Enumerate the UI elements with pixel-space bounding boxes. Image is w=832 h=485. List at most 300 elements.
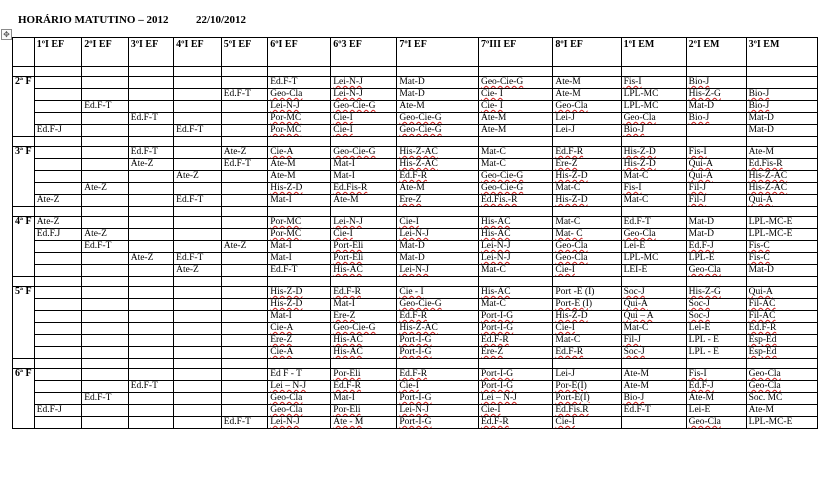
schedule-cell[interactable] (478, 369, 552, 381)
empty-cell[interactable] (553, 277, 621, 287)
schedule-cell[interactable] (397, 147, 479, 159)
schedule-cell[interactable] (686, 347, 746, 359)
schedule-cell[interactable] (686, 311, 746, 323)
schedule-cell[interactable] (621, 89, 686, 101)
schedule-cell[interactable] (331, 417, 397, 429)
schedule-cell[interactable] (82, 195, 129, 207)
schedule-cell[interactable] (268, 311, 331, 323)
schedule-cell[interactable] (268, 253, 331, 265)
empty-cell[interactable] (13, 277, 35, 287)
empty-cell[interactable] (621, 359, 686, 369)
schedule-cell[interactable] (686, 287, 746, 299)
empty-cell[interactable] (174, 137, 222, 147)
schedule-cell[interactable] (621, 393, 686, 405)
schedule-cell[interactable] (82, 299, 129, 311)
schedule-cell[interactable] (268, 265, 331, 277)
schedule-cell[interactable] (478, 217, 552, 229)
schedule-cell[interactable] (621, 287, 686, 299)
schedule-cell[interactable] (478, 347, 552, 359)
schedule-cell[interactable] (34, 89, 82, 101)
schedule-cell[interactable] (34, 195, 82, 207)
schedule-cell[interactable] (331, 381, 397, 393)
schedule-cell[interactable] (478, 195, 552, 207)
schedule-cell[interactable] (478, 253, 552, 265)
schedule-cell[interactable] (221, 323, 268, 335)
schedule-cell[interactable] (686, 77, 746, 89)
schedule-cell[interactable] (478, 125, 552, 137)
schedule-cell[interactable] (128, 299, 173, 311)
schedule-cell[interactable] (82, 101, 129, 113)
schedule-cell[interactable] (128, 287, 173, 299)
schedule-cell[interactable] (82, 347, 129, 359)
schedule-cell[interactable] (268, 241, 331, 253)
schedule-cell[interactable] (686, 101, 746, 113)
schedule-cell[interactable] (331, 287, 397, 299)
schedule-cell[interactable] (174, 393, 222, 405)
schedule-cell[interactable] (34, 253, 82, 265)
empty-cell[interactable] (221, 277, 268, 287)
empty-cell[interactable] (221, 207, 268, 217)
empty-cell[interactable] (397, 277, 479, 287)
schedule-cell[interactable] (331, 265, 397, 277)
schedule-cell[interactable] (128, 393, 173, 405)
schedule-cell[interactable] (478, 183, 552, 195)
empty-cell[interactable] (34, 277, 82, 287)
schedule-cell[interactable] (128, 217, 173, 229)
schedule-cell[interactable] (174, 287, 222, 299)
schedule-cell[interactable] (621, 195, 686, 207)
schedule-cell[interactable] (34, 287, 82, 299)
schedule-cell[interactable] (553, 311, 621, 323)
schedule-cell[interactable] (746, 77, 817, 89)
schedule-cell[interactable] (128, 147, 173, 159)
empty-cell[interactable] (82, 277, 129, 287)
schedule-cell[interactable] (621, 159, 686, 171)
empty-cell[interactable] (553, 207, 621, 217)
schedule-cell[interactable] (478, 241, 552, 253)
schedule-cell[interactable] (174, 229, 222, 241)
schedule-cell[interactable] (82, 253, 129, 265)
schedule-cell[interactable] (128, 171, 173, 183)
empty-cell[interactable] (478, 137, 552, 147)
schedule-cell[interactable] (686, 323, 746, 335)
schedule-cell[interactable] (268, 405, 331, 417)
schedule-cell[interactable] (268, 347, 331, 359)
schedule-cell[interactable] (34, 171, 82, 183)
schedule-cell[interactable] (82, 159, 129, 171)
schedule-cell[interactable] (268, 217, 331, 229)
schedule-cell[interactable] (621, 253, 686, 265)
empty-cell[interactable] (268, 359, 331, 369)
schedule-cell[interactable] (331, 241, 397, 253)
schedule-cell[interactable] (478, 265, 552, 277)
schedule-cell[interactable] (82, 77, 129, 89)
schedule-cell[interactable] (34, 335, 82, 347)
empty-cell[interactable] (82, 137, 129, 147)
empty-cell[interactable] (34, 137, 82, 147)
schedule-cell[interactable] (82, 89, 129, 101)
empty-cell[interactable] (746, 137, 817, 147)
schedule-cell[interactable] (621, 299, 686, 311)
schedule-cell[interactable] (34, 369, 82, 381)
schedule-cell[interactable] (221, 101, 268, 113)
schedule-cell[interactable] (553, 229, 621, 241)
schedule-cell[interactable] (331, 229, 397, 241)
schedule-cell[interactable] (128, 195, 173, 207)
schedule-cell[interactable] (686, 393, 746, 405)
empty-cell[interactable] (553, 359, 621, 369)
schedule-cell[interactable] (478, 405, 552, 417)
empty-cell[interactable] (746, 359, 817, 369)
empty-cell[interactable] (221, 67, 268, 77)
schedule-cell[interactable] (174, 171, 222, 183)
schedule-cell[interactable] (686, 159, 746, 171)
empty-cell[interactable] (746, 277, 817, 287)
empty-cell[interactable] (331, 67, 397, 77)
schedule-cell[interactable] (82, 381, 129, 393)
schedule-cell[interactable] (686, 229, 746, 241)
schedule-cell[interactable] (331, 299, 397, 311)
schedule-cell[interactable] (128, 265, 173, 277)
schedule-cell[interactable] (128, 89, 173, 101)
schedule-cell[interactable] (746, 405, 817, 417)
schedule-cell[interactable] (397, 77, 479, 89)
schedule-cell[interactable] (174, 323, 222, 335)
schedule-cell[interactable] (331, 323, 397, 335)
schedule-cell[interactable] (478, 229, 552, 241)
schedule-cell[interactable] (746, 159, 817, 171)
schedule-cell[interactable] (621, 125, 686, 137)
schedule-cell[interactable] (128, 229, 173, 241)
schedule-cell[interactable] (34, 77, 82, 89)
empty-cell[interactable] (397, 137, 479, 147)
schedule-cell[interactable] (331, 101, 397, 113)
schedule-cell[interactable] (686, 113, 746, 125)
empty-cell[interactable] (128, 67, 173, 77)
empty-cell[interactable] (686, 67, 746, 77)
schedule-cell[interactable] (174, 183, 222, 195)
schedule-cell[interactable] (478, 287, 552, 299)
empty-cell[interactable] (478, 359, 552, 369)
schedule-cell[interactable] (221, 265, 268, 277)
schedule-cell[interactable] (331, 171, 397, 183)
schedule-cell[interactable] (82, 265, 129, 277)
empty-cell[interactable] (686, 137, 746, 147)
schedule-cell[interactable] (397, 217, 479, 229)
empty-cell[interactable] (128, 207, 173, 217)
schedule-cell[interactable] (82, 229, 129, 241)
schedule-cell[interactable] (174, 89, 222, 101)
empty-cell[interactable] (128, 359, 173, 369)
schedule-cell[interactable] (128, 183, 173, 195)
schedule-cell[interactable] (268, 171, 331, 183)
schedule-cell[interactable] (82, 311, 129, 323)
schedule-cell[interactable] (686, 195, 746, 207)
schedule-cell[interactable] (174, 113, 222, 125)
empty-cell[interactable] (686, 207, 746, 217)
empty-cell[interactable] (621, 207, 686, 217)
schedule-cell[interactable] (34, 159, 82, 171)
schedule-cell[interactable] (128, 159, 173, 171)
empty-cell[interactable] (128, 137, 173, 147)
schedule-cell[interactable] (34, 125, 82, 137)
schedule-cell[interactable] (397, 393, 479, 405)
schedule-cell[interactable] (553, 125, 621, 137)
schedule-cell[interactable] (686, 381, 746, 393)
schedule-cell[interactable] (221, 347, 268, 359)
schedule-cell[interactable] (397, 405, 479, 417)
schedule-cell[interactable] (621, 311, 686, 323)
schedule-cell[interactable] (82, 125, 129, 137)
schedule-cell[interactable] (621, 405, 686, 417)
schedule-cell[interactable] (553, 393, 621, 405)
schedule-cell[interactable] (621, 265, 686, 277)
schedule-cell[interactable] (397, 125, 479, 137)
schedule-cell[interactable] (221, 253, 268, 265)
schedule-cell[interactable] (746, 183, 817, 195)
empty-cell[interactable] (621, 67, 686, 77)
schedule-cell[interactable] (268, 229, 331, 241)
schedule-cell[interactable] (221, 229, 268, 241)
schedule-cell[interactable] (553, 381, 621, 393)
schedule-cell[interactable] (128, 113, 173, 125)
schedule-cell[interactable] (746, 323, 817, 335)
schedule-cell[interactable] (397, 183, 479, 195)
schedule-cell[interactable] (331, 195, 397, 207)
schedule-cell[interactable] (397, 159, 479, 171)
schedule-cell[interactable] (268, 393, 331, 405)
schedule-cell[interactable] (221, 125, 268, 137)
empty-cell[interactable] (331, 359, 397, 369)
empty-cell[interactable] (478, 67, 552, 77)
empty-cell[interactable] (13, 207, 35, 217)
schedule-cell[interactable] (128, 347, 173, 359)
schedule-cell[interactable] (686, 183, 746, 195)
schedule-cell[interactable] (128, 381, 173, 393)
schedule-cell[interactable] (174, 77, 222, 89)
schedule-cell[interactable] (621, 101, 686, 113)
empty-cell[interactable] (174, 359, 222, 369)
schedule-cell[interactable] (553, 265, 621, 277)
schedule-cell[interactable] (746, 369, 817, 381)
empty-cell[interactable] (331, 277, 397, 287)
schedule-cell[interactable] (34, 147, 82, 159)
empty-cell[interactable] (397, 207, 479, 217)
schedule-cell[interactable] (128, 323, 173, 335)
schedule-cell[interactable] (397, 311, 479, 323)
schedule-cell[interactable] (621, 347, 686, 359)
schedule-cell[interactable] (174, 381, 222, 393)
schedule-cell[interactable] (621, 171, 686, 183)
schedule-cell[interactable] (553, 171, 621, 183)
schedule-cell[interactable] (128, 335, 173, 347)
schedule-cell[interactable] (34, 323, 82, 335)
schedule-cell[interactable] (34, 113, 82, 125)
schedule-cell[interactable] (221, 287, 268, 299)
schedule-cell[interactable] (82, 183, 129, 195)
schedule-cell[interactable] (621, 77, 686, 89)
schedule-cell[interactable] (746, 241, 817, 253)
table-move-handle-icon[interactable]: ✥ (1, 29, 12, 40)
schedule-cell[interactable] (221, 217, 268, 229)
schedule-cell[interactable] (331, 393, 397, 405)
schedule-cell[interactable] (34, 311, 82, 323)
schedule-cell[interactable] (174, 101, 222, 113)
schedule-cell[interactable] (221, 195, 268, 207)
schedule-cell[interactable] (686, 171, 746, 183)
schedule-cell[interactable] (686, 217, 746, 229)
schedule-cell[interactable] (621, 183, 686, 195)
schedule-cell[interactable] (331, 311, 397, 323)
schedule-cell[interactable] (331, 89, 397, 101)
schedule-cell[interactable] (268, 335, 331, 347)
schedule-cell[interactable] (397, 323, 479, 335)
empty-cell[interactable] (13, 359, 35, 369)
schedule-cell[interactable] (34, 183, 82, 195)
empty-cell[interactable] (268, 137, 331, 147)
schedule-cell[interactable] (221, 159, 268, 171)
schedule-cell[interactable] (686, 335, 746, 347)
schedule-cell[interactable] (397, 89, 479, 101)
schedule-cell[interactable] (397, 241, 479, 253)
empty-cell[interactable] (621, 277, 686, 287)
schedule-cell[interactable] (746, 335, 817, 347)
empty-cell[interactable] (82, 207, 129, 217)
empty-cell[interactable] (553, 137, 621, 147)
schedule-cell[interactable] (221, 417, 268, 429)
schedule-cell[interactable] (331, 77, 397, 89)
empty-cell[interactable] (221, 359, 268, 369)
schedule-cell[interactable] (34, 405, 82, 417)
schedule-cell[interactable] (397, 335, 479, 347)
schedule-cell[interactable] (221, 113, 268, 125)
schedule-cell[interactable] (553, 241, 621, 253)
schedule-cell[interactable] (268, 323, 331, 335)
empty-cell[interactable] (268, 207, 331, 217)
schedule-cell[interactable] (746, 217, 817, 229)
schedule-cell[interactable] (174, 125, 222, 137)
schedule-cell[interactable] (553, 405, 621, 417)
empty-cell[interactable] (34, 207, 82, 217)
schedule-cell[interactable] (478, 171, 552, 183)
schedule-cell[interactable] (553, 299, 621, 311)
schedule-cell[interactable] (478, 113, 552, 125)
schedule-cell[interactable] (34, 393, 82, 405)
schedule-cell[interactable] (553, 159, 621, 171)
schedule-cell[interactable] (82, 369, 129, 381)
empty-cell[interactable] (174, 277, 222, 287)
schedule-cell[interactable] (746, 381, 817, 393)
schedule-cell[interactable] (174, 195, 222, 207)
schedule-cell[interactable] (268, 89, 331, 101)
schedule-cell[interactable] (746, 229, 817, 241)
schedule-cell[interactable] (746, 253, 817, 265)
schedule-cell[interactable] (174, 417, 222, 429)
schedule-cell[interactable] (331, 253, 397, 265)
empty-cell[interactable] (478, 277, 552, 287)
schedule-cell[interactable] (82, 417, 129, 429)
schedule-cell[interactable] (621, 241, 686, 253)
schedule-cell[interactable] (221, 381, 268, 393)
schedule-cell[interactable] (621, 229, 686, 241)
schedule-cell[interactable] (331, 113, 397, 125)
schedule-cell[interactable] (174, 299, 222, 311)
schedule-cell[interactable] (621, 335, 686, 347)
schedule-cell[interactable] (128, 253, 173, 265)
empty-cell[interactable] (268, 67, 331, 77)
schedule-cell[interactable] (174, 159, 222, 171)
schedule-cell[interactable] (82, 147, 129, 159)
schedule-cell[interactable] (82, 241, 129, 253)
schedule-cell[interactable] (397, 265, 479, 277)
schedule-cell[interactable] (331, 369, 397, 381)
empty-cell[interactable] (82, 359, 129, 369)
empty-cell[interactable] (331, 207, 397, 217)
schedule-cell[interactable] (397, 113, 479, 125)
empty-cell[interactable] (174, 207, 222, 217)
schedule-cell[interactable] (553, 335, 621, 347)
schedule-cell[interactable] (268, 287, 331, 299)
schedule-cell[interactable] (82, 323, 129, 335)
schedule-cell[interactable] (34, 229, 82, 241)
schedule-cell[interactable] (82, 171, 129, 183)
schedule-cell[interactable] (268, 381, 331, 393)
schedule-cell[interactable] (553, 147, 621, 159)
schedule-cell[interactable] (82, 217, 129, 229)
schedule-cell[interactable] (686, 369, 746, 381)
schedule-cell[interactable] (174, 347, 222, 359)
schedule-cell[interactable] (128, 369, 173, 381)
schedule-cell[interactable] (397, 101, 479, 113)
schedule-cell[interactable] (621, 323, 686, 335)
schedule-cell[interactable] (268, 299, 331, 311)
schedule-cell[interactable] (128, 417, 173, 429)
schedule-cell[interactable] (746, 195, 817, 207)
schedule-cell[interactable] (331, 183, 397, 195)
schedule-cell[interactable] (686, 253, 746, 265)
schedule-cell[interactable] (174, 253, 222, 265)
schedule-cell[interactable] (268, 101, 331, 113)
schedule-cell[interactable] (478, 101, 552, 113)
schedule-cell[interactable] (621, 113, 686, 125)
schedule-cell[interactable] (397, 287, 479, 299)
schedule-cell[interactable] (621, 381, 686, 393)
schedule-cell[interactable] (82, 113, 129, 125)
schedule-cell[interactable] (128, 101, 173, 113)
schedule-cell[interactable] (221, 89, 268, 101)
schedule-cell[interactable] (746, 287, 817, 299)
schedule-cell[interactable] (621, 217, 686, 229)
schedule-cell[interactable] (221, 171, 268, 183)
schedule-cell[interactable] (746, 347, 817, 359)
schedule-cell[interactable] (331, 405, 397, 417)
schedule-cell[interactable] (746, 417, 817, 429)
schedule-cell[interactable] (174, 217, 222, 229)
schedule-cell[interactable] (268, 147, 331, 159)
schedule-cell[interactable] (553, 347, 621, 359)
schedule-cell[interactable] (478, 299, 552, 311)
empty-cell[interactable] (34, 359, 82, 369)
schedule-cell[interactable] (553, 217, 621, 229)
empty-cell[interactable] (686, 359, 746, 369)
schedule-cell[interactable] (174, 241, 222, 253)
schedule-cell[interactable] (174, 369, 222, 381)
empty-cell[interactable] (686, 277, 746, 287)
schedule-cell[interactable] (478, 393, 552, 405)
empty-cell[interactable] (82, 67, 129, 77)
schedule-cell[interactable] (553, 369, 621, 381)
schedule-cell[interactable] (221, 311, 268, 323)
